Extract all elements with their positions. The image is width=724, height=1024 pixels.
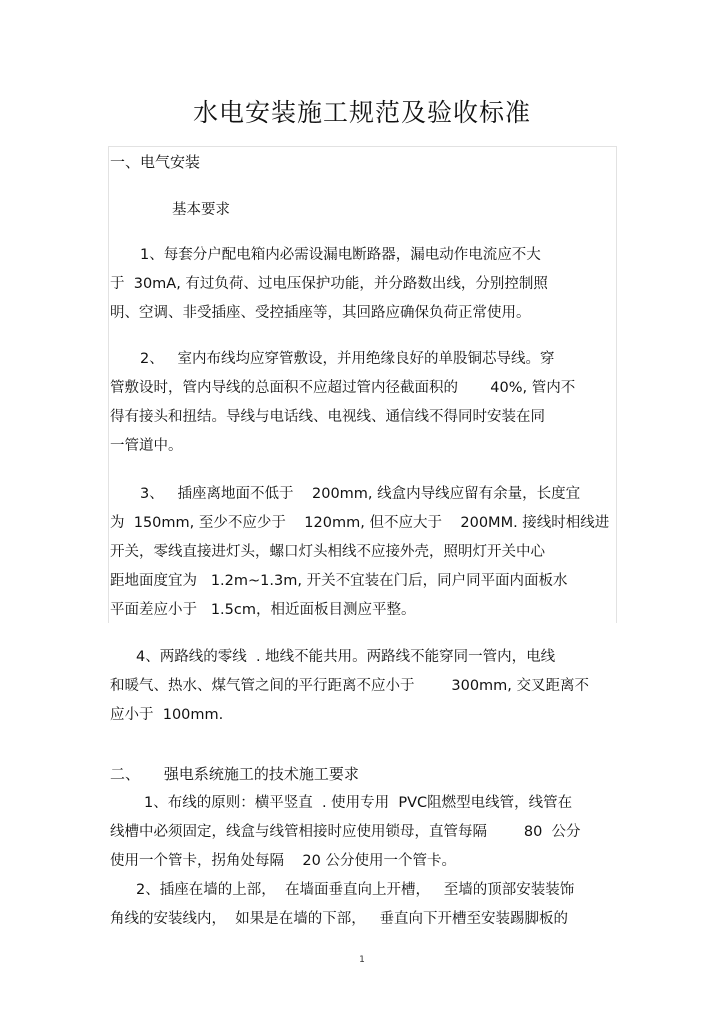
- paragraph-line: 1、每套分户配电箱内必需设漏电断路器，漏电动作电流应不大: [140, 247, 541, 263]
- paragraph-line: 1、布线的原则：横平竖直 . 使用专用 PVC阻燃型电线管，线管在: [144, 795, 573, 811]
- paragraph-line: 2、插座在墙的上部， 在墙面垂直向上开槽， 至墙的顶部安装装饰: [136, 882, 575, 898]
- section-1-heading: 一、电气安装: [110, 153, 201, 171]
- paragraph-line: 线槽中必须固定，线盒与线管相接时应使用锁母，直管每隔 80 公分: [110, 824, 581, 840]
- paragraph-line: 于 30mA, 有过负荷、过电压保护功能，并分路数出线，分别控制照: [110, 276, 548, 292]
- paragraph-line: 3、 插座离地面不低于 200mm, 线盒内导线应留有余量，长度宜: [140, 486, 581, 502]
- paragraph-line: 和暖气、热水、煤气管之间的平行距离不应小于 300mm, 交叉距离不: [110, 678, 590, 694]
- paragraph-line: 开关，零线直接进灯头，螺口灯头相线不应接外壳，照明灯开关中心: [110, 544, 545, 560]
- paragraph-line: 管敷设时，管内导线的总面积不应超过管内径截面积的 40%, 管内不: [110, 380, 576, 396]
- page-number: 1: [359, 955, 365, 965]
- paragraph-line: 为 150mm, 至少不应少于 120mm, 但不应大于 200MM. 接线时相线进: [110, 515, 610, 531]
- paragraph-line: 应小于 100mm.: [110, 707, 224, 723]
- section-2-heading: 二、 强电系统施工的技术施工要求: [110, 765, 359, 783]
- document-title: 水电安装施工规范及验收标准: [192, 98, 531, 127]
- section-1-subheading: 基本要求: [172, 202, 230, 218]
- paragraph-line: 得有接头和扭结。导线与电话线、电视线、通信线不得同时安装在同: [110, 409, 545, 425]
- paragraph-line: 明、空调、非受插座、受控插座等，其回路应确保负荷正常使用。: [110, 305, 531, 321]
- paragraph-line: 使用一个管卡，拐角处每隔 20 公分使用一个管卡。: [110, 853, 456, 869]
- paragraph-line: 角线的安装线内， 如果是在墙的下部， 垂直向下开槽至安装踢脚板的: [110, 911, 569, 927]
- paragraph-line: 平面差应小于 1.5cm，相近面板目测应平整。: [110, 602, 416, 618]
- paragraph-line: 距地面度宜为 1.2m~1.3m, 开关不宜装在门后，同户同平面内面板水: [110, 573, 568, 589]
- paragraph-line: 一管道中。: [110, 438, 183, 454]
- paragraph-line: 4、两路线的零线 . 地线不能共用。两路线不能穿同一管内，电线: [136, 649, 556, 665]
- paragraph-line: 2、 室内布线均应穿管敷设，并用绝缘良好的单股铜芯导线。穿: [140, 351, 555, 367]
